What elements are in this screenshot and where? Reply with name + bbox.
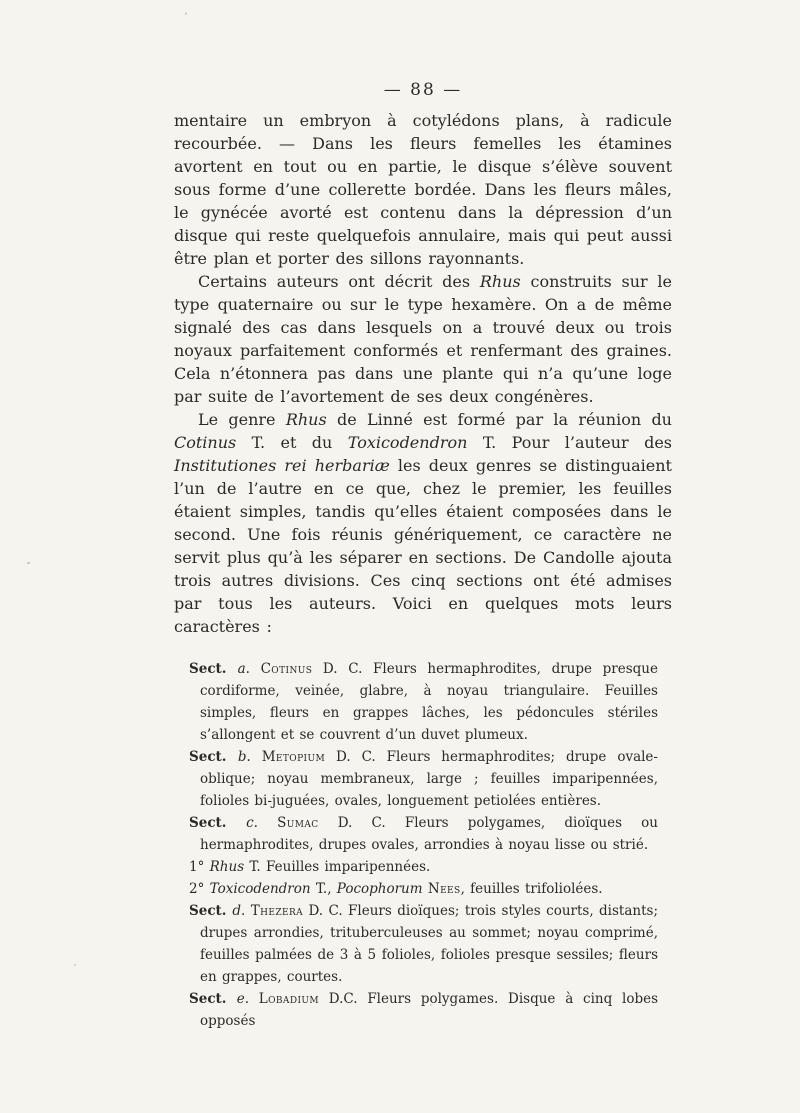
section-entry — [189, 988, 658, 1032]
text-run: . — [253, 815, 278, 831]
italic-text: b — [237, 749, 247, 765]
section-entry — [189, 658, 658, 746]
text-run: 1° — [189, 859, 210, 875]
bold-text: Sect. — [189, 749, 238, 765]
bold-text: Sect. — [189, 903, 233, 919]
text-run: T. Pour l’auteur des — [467, 433, 672, 452]
text-run: . — [246, 749, 262, 765]
italic-text: Rhus — [285, 410, 327, 429]
italic-text: Toxicodendron — [347, 433, 468, 452]
smallcaps-text: Nees — [427, 881, 461, 897]
italic-text: Pocophorum — [336, 881, 423, 897]
italic-text: Rhus — [209, 859, 245, 875]
text-run: . — [240, 903, 251, 919]
bold-text: Sect. — [189, 661, 238, 677]
section-entry — [189, 878, 658, 900]
text-run: D. C. Fleurs dioïques; trois styles courts, distants; drupes arrondies, trituberculeuses au sommet; noyau comprimé, feuilles palmées de 3 à 5 folioles, folioles presque sessiles; fleurs en grappes, courtes. — [200, 903, 658, 985]
italic-text: Rhus — [479, 272, 521, 291]
smallcaps-text: Sumac — [277, 815, 319, 831]
paragraph — [174, 109, 672, 270]
section-entry — [189, 900, 658, 988]
paragraph — [174, 270, 672, 408]
scan-speck — [185, 12, 187, 15]
paragraph — [174, 408, 672, 638]
bold-text: Sect. — [189, 991, 237, 1007]
text-run: D.C. Fleurs polygames. Disque à cinq lobes opposés — [200, 991, 659, 1029]
text-run: mentaire un embryon à cotylédons plans, à radicule recourbée. — Dans les fleurs femelles les étamines avortent en tout ou en partie, le disque s’élève souvent sous forme d’une collerette bordée. Dans les fleurs mâles, le gynécée avorté est contenu dans la dépression d’un disque qui reste quelquefois annulaire, mais qui peut aussi être plan et porter des sillons rayonnants. — [174, 111, 672, 268]
text-run: D. C. Fleurs hermaphrodites; drupe ovale-oblique; noyau membraneux, large ; feuilles imparipennées, folioles bi-juguées, ovales, longuement petiolées entières. — [200, 749, 658, 809]
smallcaps-text: Lobadium — [258, 991, 319, 1007]
italic-text: a — [237, 661, 246, 677]
sections-list — [189, 658, 658, 1032]
italic-text: Institutiones rei herbariæ — [174, 456, 390, 475]
text-run: les deux genres se distinguaient l’un de l’autre en ce que, chez le premier, les feuilles étaient simples, tandis qu’elles étaient composées dans le second. Une fois réunis génériquement, ce caractère ne servit plus qu’à les séparer en sections. De Candolle ajouta trois autres divisions. Ces cinq sections ont été admises par tous les auteurs. Voici en quelques mots leurs caractères : — [174, 456, 672, 636]
text-run: . — [244, 991, 259, 1007]
text-run: D. C. Fleurs hermaphrodites, drupe presque cordiforme, veinée, glabre, à noyau triangulaire. Feuilles simples, fleurs en grappes lâches, les pédoncules stériles s’allongent et se couvrent d’un duvet plumeux. — [200, 661, 658, 743]
text-run: construits sur le type quaternaire ou sur le type hexamère. On a de même signalé des cas dans lesquels on a trouvé deux ou trois noyaux parfaitement conformés et renfermant des graines. Cela n’étonnera pas dans une plante qui n’a qu’une loge par suite de l’avortement de ses deux congénères. — [174, 272, 673, 406]
page-number: — 88 — — [383, 80, 463, 100]
text-run: 2° — [189, 881, 210, 897]
text-run: Certains auteurs ont décrit des — [198, 272, 480, 291]
bold-text: Sect. — [189, 815, 247, 831]
smallcaps-text: Thezera — [250, 903, 304, 919]
text-run: T. et du — [236, 433, 348, 452]
scan-speck — [27, 562, 30, 564]
italic-text: c — [246, 815, 254, 831]
paragraphs-container — [174, 109, 672, 638]
text-run: D. C. Fleurs polygames, dioïques ou hermaphrodites, drupes ovales, arrondies à noyau lisse ou strié. — [200, 815, 658, 853]
section-entry — [189, 856, 658, 878]
text-run: , feuilles trifoliolées. — [460, 881, 603, 897]
italic-text: e — [236, 991, 245, 1007]
section-entry — [189, 812, 658, 856]
italic-text: Cotinus — [174, 433, 237, 452]
text-run: T., — [310, 881, 337, 897]
text-column — [174, 109, 672, 1032]
scan-speck — [74, 964, 76, 966]
scan-speck — [430, 1004, 432, 1006]
text-run: de Linné est formé par la réunion du — [326, 410, 672, 429]
italic-text: d — [232, 903, 241, 919]
italic-text: Toxicodendron — [209, 881, 311, 897]
text-run: . — [245, 661, 261, 677]
section-entry — [189, 746, 658, 812]
text-run: Le genre — [198, 410, 286, 429]
text-run: T. Feuilles imparipennées. — [244, 859, 431, 875]
smallcaps-text: Metopium — [261, 749, 326, 765]
smallcaps-text: Cotinus — [260, 661, 313, 677]
